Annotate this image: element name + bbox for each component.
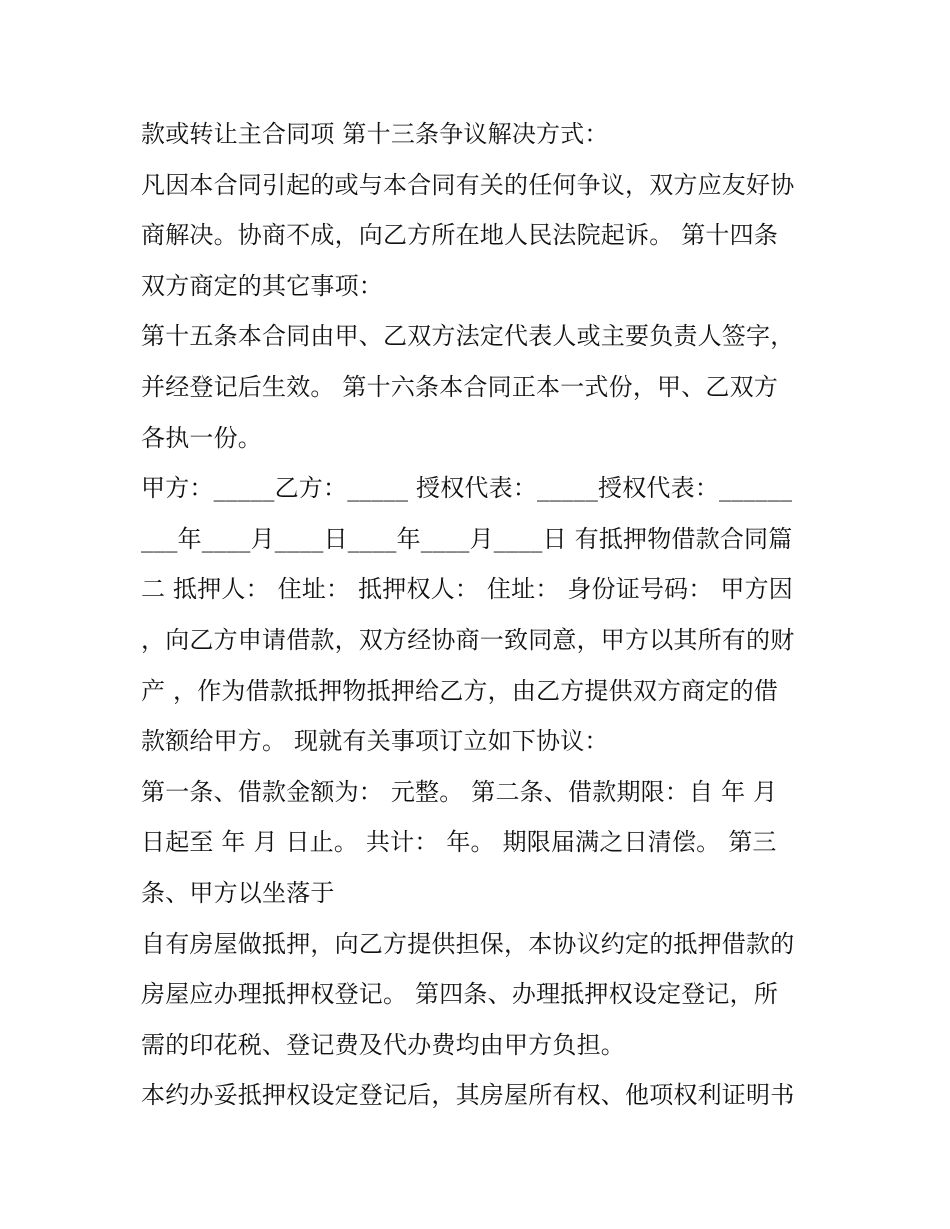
date-line: ___年____月____日____年____月____日 有抵押物借款合同篇 (141, 524, 793, 553)
text-line: 第一条、借款金额为： 元整。 第二条、借款期限：自 年 月 (141, 777, 778, 806)
text-line: 本约办妥抵押权设定登记后，其房屋所有权、他项权利证明书 (141, 1081, 795, 1110)
text-line: 款额给甲方。 现就有关事项订立如下协议： (141, 727, 609, 756)
text-line: 产 ，作为借款抵押物抵押给乙方，由乙方提供双方商定的借 (141, 676, 779, 705)
text-line: 款或转让主合同项 第十三条争议解决方式： (141, 120, 609, 148)
text-line: 并经登记后生效。 第十六条本合同正本一式份，甲、乙双方 (141, 372, 779, 401)
text-line: 各执一份。 (141, 423, 262, 452)
text-line: 自有房屋做抵押，向乙方提供担保，本协议约定的抵押借款的 (141, 929, 795, 958)
text-line: ，向乙方申请借款，双方经协商一致同意，甲方以其所有的财 (141, 625, 795, 654)
text-line: 需的印花税、登记费及代办费均由甲方负担。 (141, 1030, 625, 1059)
contract-text (141, 109, 821, 1121)
text-line: 房屋应办理抵押权登记。 第四条、办理抵押权设定登记，所 (141, 980, 779, 1009)
text-line: 日起至 年 月 日止。 共计： 年。 期限届满之日清偿。 第三 (141, 828, 777, 857)
text-line: 条、甲方以坐落于 (141, 878, 335, 907)
text-line: 双方商定的其它事项： (141, 271, 383, 300)
text-line: 二 抵押人： 住址： 抵押权人： 住址： 身份证号码： 甲方因 (141, 575, 793, 604)
text-line: 凡因本合同引起的或与本合同有关的任何争议，双方应友好协 (141, 170, 795, 199)
text-line: 商解决。协商不成，向乙方所在地人民法院起诉。 第十四条 (141, 221, 779, 250)
signature-line: 甲方：_____乙方：_____ 授权代表：_____授权代表：______ (141, 474, 793, 503)
text-line: 第十五条本合同由甲、乙双方法定代表人或主要负责人签字， (141, 322, 795, 351)
